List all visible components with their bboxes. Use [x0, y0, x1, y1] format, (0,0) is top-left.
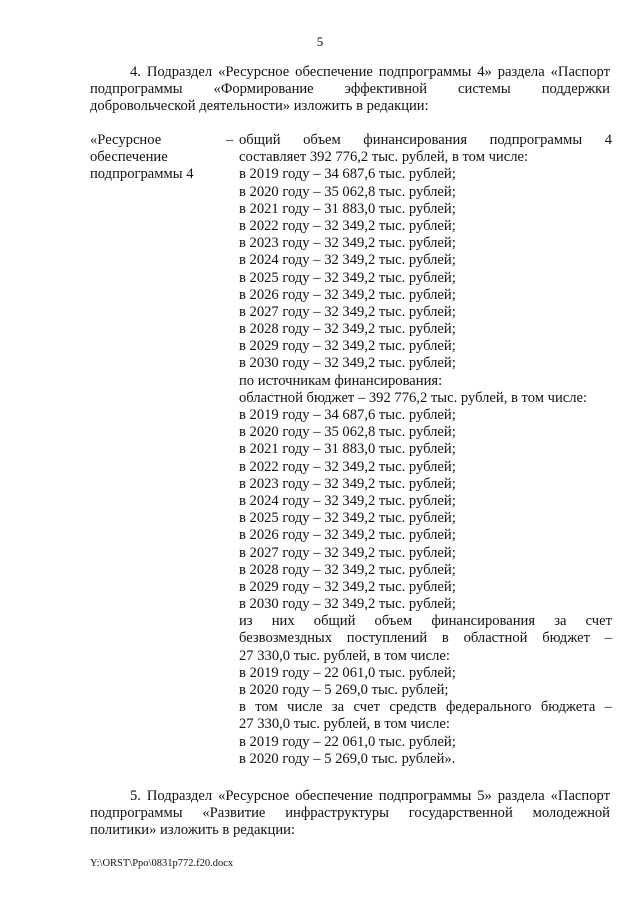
funding-line: 27 330,0 тыс. рублей, в том числе: — [239, 647, 450, 664]
funding-line: в 2027 году – 32 349,2 тыс. рублей; — [239, 544, 456, 561]
funding-line: в 2025 году – 32 349,2 тыс. рублей; — [239, 269, 456, 286]
funding-line: в 2019 году – 22 061,0 тыс. рублей; — [239, 733, 456, 750]
funding-line: в 2025 году – 32 349,2 тыс. рублей; — [239, 510, 456, 527]
funding-line: из них общий объем финансирования за счет — [239, 613, 612, 630]
section-4-line-2: подпрограммы «Формирование эффективной системы поддержки — [90, 81, 610, 97]
funding-line: в 2029 году – 32 349,2 тыс. рублей; — [239, 338, 456, 355]
funding-line: в 2029 году – 32 349,2 тыс. рублей; — [239, 578, 456, 595]
funding-line: 27 330,0 тыс. рублей, в том числе: — [239, 716, 450, 733]
funding-line: областной бюджет – 392 776,2 тыс. рублей, в том числе: — [239, 389, 588, 406]
funding-line: в 2027 году – 32 349,2 тыс. рублей; — [239, 303, 456, 320]
funding-line: в 2023 году – 32 349,2 тыс. рублей; — [239, 475, 456, 492]
section-4-line-3: добровольческой деятельности» изложить в редакции: — [90, 98, 429, 114]
funding-line: в 2023 году – 32 349,2 тыс. рублей; — [239, 235, 456, 252]
funding-line: в 2021 году – 31 883,0 тыс. рублей; — [239, 200, 456, 217]
funding-line: по источникам финансирования: — [239, 372, 443, 389]
funding-line: в 2021 году – 31 883,0 тыс. рублей; — [239, 441, 456, 458]
funding-line: в 2024 году – 32 349,2 тыс. рублей; — [239, 252, 456, 269]
passport-label-line-3: подпрограммы 4 — [90, 166, 194, 183]
passport-dash: – — [226, 132, 234, 148]
funding-line: в 2022 году – 32 349,2 тыс. рублей; — [239, 458, 456, 475]
section-5-line-3: политики» изложить в редакции: — [90, 822, 296, 838]
funding-line: в 2026 году – 32 349,2 тыс. рублей; — [239, 527, 456, 544]
funding-line: в 2020 году – 5 269,0 тыс. рублей». — [239, 750, 456, 767]
passport-label — [90, 132, 220, 184]
footer-file-path: Y:\ORST\Ppo\0831p772.f20.docx — [90, 858, 234, 869]
funding-line: в 2022 году – 32 349,2 тыс. рублей; — [239, 217, 456, 234]
funding-line: в 2019 году – 22 061,0 тыс. рублей; — [239, 664, 456, 681]
section-4-paragraph — [90, 64, 610, 115]
passport-label-line-2: обеспечение — [90, 149, 168, 166]
funding-line: в 2028 году – 32 349,2 тыс. рублей; — [239, 561, 456, 578]
funding-line: в 2030 году – 32 349,2 тыс. рублей; — [239, 596, 456, 613]
page-number: 5 — [316, 34, 324, 49]
passport-label-line-1: «Ресурсное — [90, 132, 162, 148]
funding-line: в 2019 году – 34 687,6 тыс. рублей; — [239, 166, 456, 183]
funding-line: в 2024 году – 32 349,2 тыс. рублей; — [239, 492, 456, 509]
funding-line: в 2019 году – 34 687,6 тыс. рублей; — [239, 407, 456, 423]
funding-line: безвозмездных поступлений в областной бюджет – — [239, 630, 612, 647]
funding-line: в 2026 году – 32 349,2 тыс. рублей; — [239, 286, 456, 303]
funding-line: в 2020 году – 35 062,8 тыс. рублей; — [239, 424, 456, 441]
funding-line: в 2030 году – 32 349,2 тыс. рублей; — [239, 355, 456, 372]
section-5-paragraph — [90, 788, 610, 839]
funding-line: составляет 392 776,2 тыс. рублей, в том числе: — [239, 149, 529, 166]
passport-funding-details — [239, 132, 612, 768]
funding-line: общий объем финансирования подпрограммы 4 — [239, 132, 612, 148]
funding-line: в 2028 году – 32 349,2 тыс. рублей; — [239, 321, 456, 338]
funding-line: в 2020 году – 35 062,8 тыс. рублей; — [239, 183, 456, 200]
funding-line: в том числе за счет средств федерального бюджета – — [239, 699, 612, 716]
section-5-line-1: 5. Подраздел «Ресурсное обеспечение подпрограммы 5» раздела «Паспорт — [130, 788, 610, 804]
funding-line: в 2020 году – 5 269,0 тыс. рублей; — [239, 682, 449, 698]
section-4-line-1: 4. Подраздел «Ресурсное обеспечение подпрограммы 4» раздела «Паспорт — [130, 64, 610, 80]
section-5-line-2: подпрограммы «Развитие инфраструктуры государственной молодежной — [90, 805, 610, 821]
